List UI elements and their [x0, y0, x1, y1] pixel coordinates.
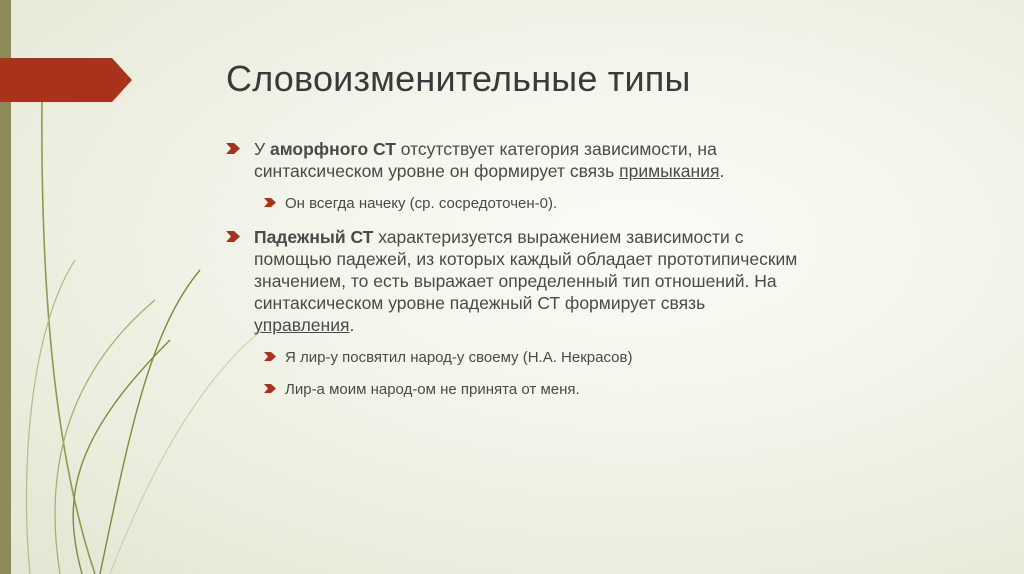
sub-bullet-text: Лир-а моим народ-ом не принята от меня. [285, 381, 580, 398]
bullet-text-underlined: управления [254, 315, 350, 335]
bullet-text-mid: отсутствует категория зависимости, на синтаксическом уровне он формирует связь [254, 139, 717, 181]
bullet-item-amorphous [226, 138, 806, 182]
bullet-text-mid: характеризуется выражением зависимости с помощью падежей, из которых каждый обладает прототипическим значением, то есть выражает определенный тип отношений. На синтаксическом уровне падежный СТ формирует связь [254, 227, 798, 313]
curve-line [26, 260, 75, 574]
bullet-text-post: . [349, 315, 355, 335]
slide-title: Словоизменительные типы [226, 58, 691, 99]
curve-line [55, 300, 155, 574]
arrow-bullet-icon [264, 198, 276, 207]
bullet-text-pre: У [254, 139, 270, 159]
arrow-bullet-icon [264, 384, 276, 393]
sub-bullet-example-1 [226, 194, 806, 214]
arrow-bullet-icon [264, 352, 276, 361]
bullet-text-underlined: примыкания [619, 161, 720, 181]
sub-bullet-text: Он всегда начеку (ср. сосредоточен-0). [285, 195, 558, 212]
bullet-text-bold: Падежный СТ [254, 227, 374, 247]
sub-bullet-example-2 [226, 348, 806, 368]
bullet-text-bold: аморфного СТ [269, 139, 396, 159]
bullet-item-case [226, 226, 806, 336]
curve-line [42, 95, 95, 574]
sub-bullet-example-3 [226, 380, 806, 400]
sub-bullet-text: Я лир-у посвятил народ-у своему (Н.А. Некрасов) [285, 349, 633, 366]
arrow-bullet-icon [226, 143, 240, 154]
curve-line [73, 340, 170, 574]
arrow-bullet-icon [226, 231, 240, 242]
bullet-text-post: . [719, 161, 725, 181]
title-accent-tab [0, 58, 132, 102]
curve-line [100, 270, 200, 574]
bullet-list [226, 138, 806, 412]
